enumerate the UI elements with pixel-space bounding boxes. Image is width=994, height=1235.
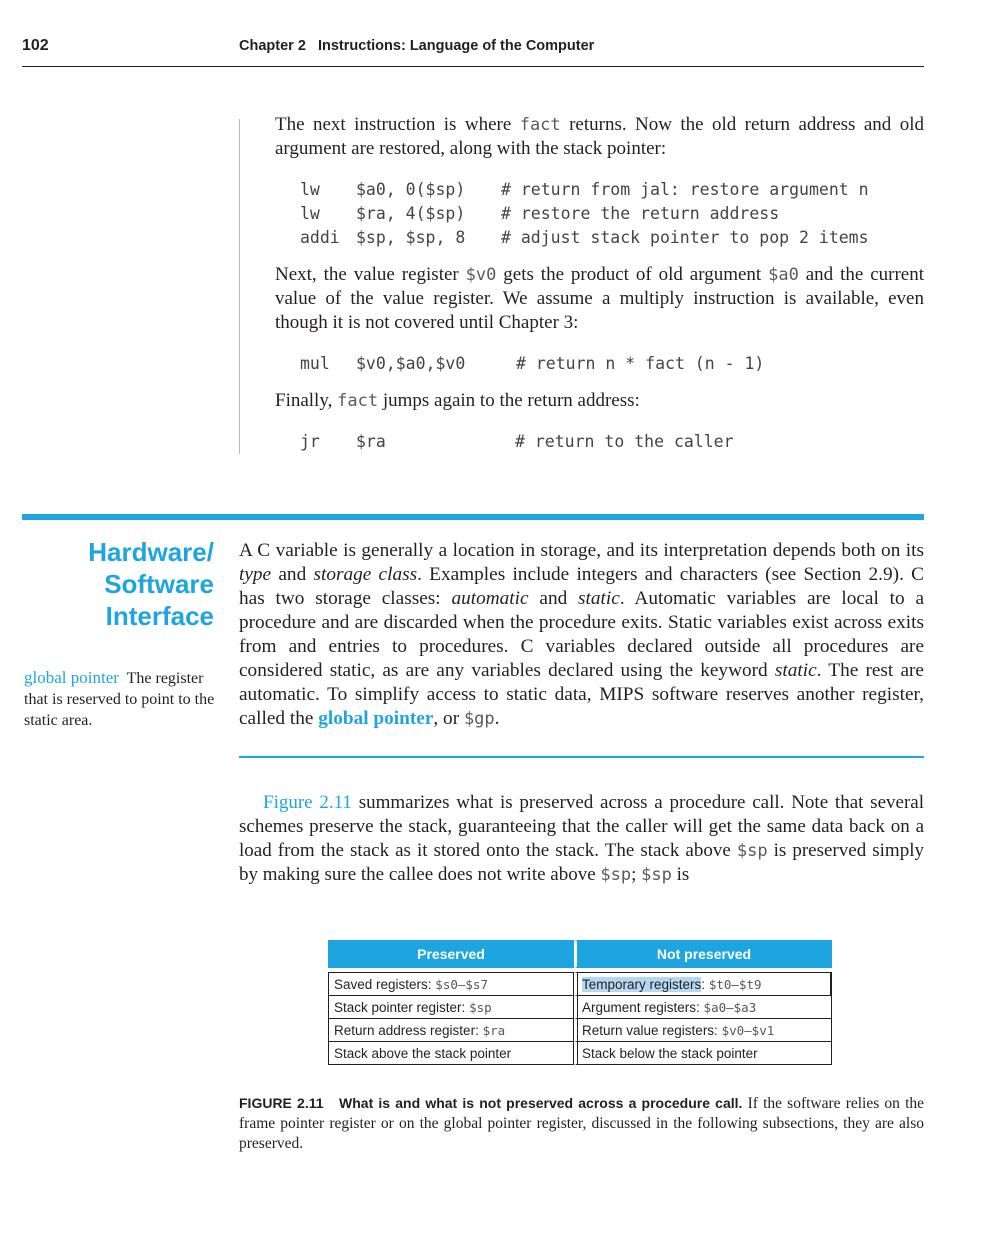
text: jumps again to the return address: <box>378 390 640 411</box>
code-line <box>300 178 869 202</box>
paragraph-figure-summary <box>239 791 924 887</box>
text: is <box>671 864 690 885</box>
text: and <box>271 564 314 585</box>
paragraph-fact-returns <box>275 113 924 161</box>
margin-bar <box>239 119 240 454</box>
glossary-term: global pointer <box>24 668 119 687</box>
caption-title: What is and what is not preserved across a procedure call. <box>339 1095 743 1111</box>
table-cell <box>574 1019 832 1042</box>
cell-label: Stack above the stack pointer <box>334 1045 512 1061</box>
paragraph-finally <box>275 389 924 413</box>
italic-text: type <box>239 564 272 585</box>
cell-label: Return value registers: <box>582 1022 722 1038</box>
table-row <box>328 1019 832 1042</box>
cell-registers: $ra <box>482 1022 506 1038</box>
running-header <box>239 38 594 54</box>
header-rule <box>22 66 924 67</box>
table-row <box>328 972 832 996</box>
cell-label: Return address register: <box>334 1022 483 1038</box>
inline-code: $a0 <box>768 265 799 285</box>
inline-code: $v0 <box>465 265 497 285</box>
table-cell <box>328 996 574 1019</box>
text: . Automatic variables are local to a procedure and are discarded when the procedure exits. Static variables exist across exits from and entries to procedures. C variables declared outside all procedures are considered static, as are any variables declared using the keyword <box>239 588 924 681</box>
table-cell <box>328 1019 574 1042</box>
text: . The rest are automatic. To simplify access to static data, MIPS software reserves another register, called the <box>239 660 924 729</box>
cell-label: Saved registers: <box>334 976 436 992</box>
italic-text: static <box>578 588 620 609</box>
table-cell <box>574 972 832 996</box>
glossary-note <box>24 667 219 731</box>
text: gets the product of old argument <box>496 264 769 285</box>
cell-label: Argument registers: <box>582 999 704 1015</box>
inline-code: $sp <box>736 841 768 861</box>
code-comment: # return n * fact (n - 1) <box>516 354 765 373</box>
figure-link[interactable]: Figure 2.11 <box>263 792 352 813</box>
text: . Examples include integers and characters (see Section 2.9). C has two storage classes: <box>239 564 924 609</box>
code-op: lw <box>300 180 320 199</box>
table-row <box>328 1042 832 1065</box>
italic-text: automatic <box>451 588 529 609</box>
table-cell <box>328 1042 574 1065</box>
text: Next, the value register <box>275 264 466 285</box>
hwsw-body <box>239 539 924 731</box>
hwsw-title-line: Interface <box>105 601 214 631</box>
paragraph-value-register <box>275 263 924 335</box>
code-comment: # restore the return address <box>501 204 780 223</box>
code-line <box>300 226 869 250</box>
cell-label: : <box>701 976 709 992</box>
code-args: $v0,$a0,$v0 <box>356 354 466 373</box>
table-cell <box>574 996 832 1019</box>
code-op: jr <box>300 432 320 451</box>
section-rule-bottom <box>239 756 924 758</box>
inline-code: $gp <box>463 709 495 729</box>
cell-label: Stack below the stack pointer <box>582 1045 758 1061</box>
inline-code: $sp <box>641 865 672 885</box>
text: is preserved simply by making sure the callee does not write above <box>239 840 924 885</box>
column-header-not-preserved: Not preserved <box>574 940 832 968</box>
code-comment: # adjust stack pointer to pop 2 items <box>501 228 869 247</box>
code-block-restore <box>300 178 869 250</box>
inline-code: $sp <box>600 865 632 885</box>
code-line <box>300 352 764 376</box>
code-op: addi <box>300 228 340 247</box>
hwsw-title-line: Hardware/ <box>88 537 214 567</box>
chapter-label: Chapter 2 <box>239 38 306 54</box>
key-term: global pointer <box>318 708 434 729</box>
code-op: mul <box>300 354 330 373</box>
code-block-jr <box>300 430 734 454</box>
table-row <box>328 996 832 1019</box>
cell-registers: $v0–$v1 <box>721 1022 775 1038</box>
text: The next instruction is where <box>275 114 520 135</box>
text: Finally, <box>275 390 338 411</box>
cell-registers: $t0–$t9 <box>708 976 762 992</box>
code-comment: # return to the caller <box>515 432 734 451</box>
text: summarizes what is preserved across a procedure call. Note that several schemes preserve the stack, guaranteeing that the caller will get the same data back on a load from the stack as it stored onto the stack. The stack above <box>239 792 924 861</box>
caption-label: FIGURE 2.11 <box>239 1095 324 1111</box>
preserved-table <box>328 940 832 1065</box>
text: ; <box>631 864 642 885</box>
hwsw-title <box>22 536 214 632</box>
code-args: $ra <box>356 432 386 451</box>
code-line <box>300 202 869 226</box>
column-header-preserved: Preserved <box>328 940 574 968</box>
hwsw-title-line: Software <box>104 569 214 599</box>
text: and the current value of the value register. We assume a multiply instruction is available, even though it is not covered until Chapter 3: <box>275 264 924 333</box>
figure-caption <box>239 1093 924 1154</box>
code-args: $a0, 0($sp) <box>356 180 466 199</box>
code-comment: # return from jal: restore argument n <box>501 180 869 199</box>
code-line <box>300 430 734 454</box>
table-cell <box>328 972 574 996</box>
inline-code: fact <box>519 115 561 135</box>
cell-registers: $sp <box>469 999 492 1015</box>
text: and <box>528 588 579 609</box>
italic-text: static <box>774 660 817 681</box>
code-block-mul <box>300 352 764 376</box>
code-op: lw <box>300 204 320 223</box>
inline-code: fact <box>337 391 379 411</box>
glossary-definition: The register that is reserved to point to the static area. <box>24 670 215 729</box>
table-header-row <box>328 940 832 968</box>
section-rule-top <box>22 514 924 520</box>
caption-text: If the software relies on the frame pointer register or on the global pointer register, discussed in the following subsections, they are also preserved. <box>239 1095 925 1152</box>
text: . <box>494 708 500 729</box>
text: , or <box>433 708 464 729</box>
table-cell <box>574 1042 832 1065</box>
italic-text: storage class <box>313 564 418 585</box>
text: returns. Now the old return address and old argument are restored, along with the stack pointer: <box>275 114 924 159</box>
text: A C variable is generally a location in storage, and its interpretation depends both on its <box>239 540 924 561</box>
chapter-title: Instructions: Language of the Computer <box>317 38 595 54</box>
cell-label: Stack pointer register: <box>334 999 470 1015</box>
cell-registers: $a0–$a3 <box>703 999 757 1015</box>
code-args: $ra, 4($sp) <box>356 204 466 223</box>
code-args: $sp, $sp, 8 <box>356 228 466 247</box>
page-number: 102 <box>22 37 49 54</box>
highlighted-text: Temporary registers <box>582 976 702 992</box>
cell-registers: $s0–$s7 <box>435 976 488 992</box>
